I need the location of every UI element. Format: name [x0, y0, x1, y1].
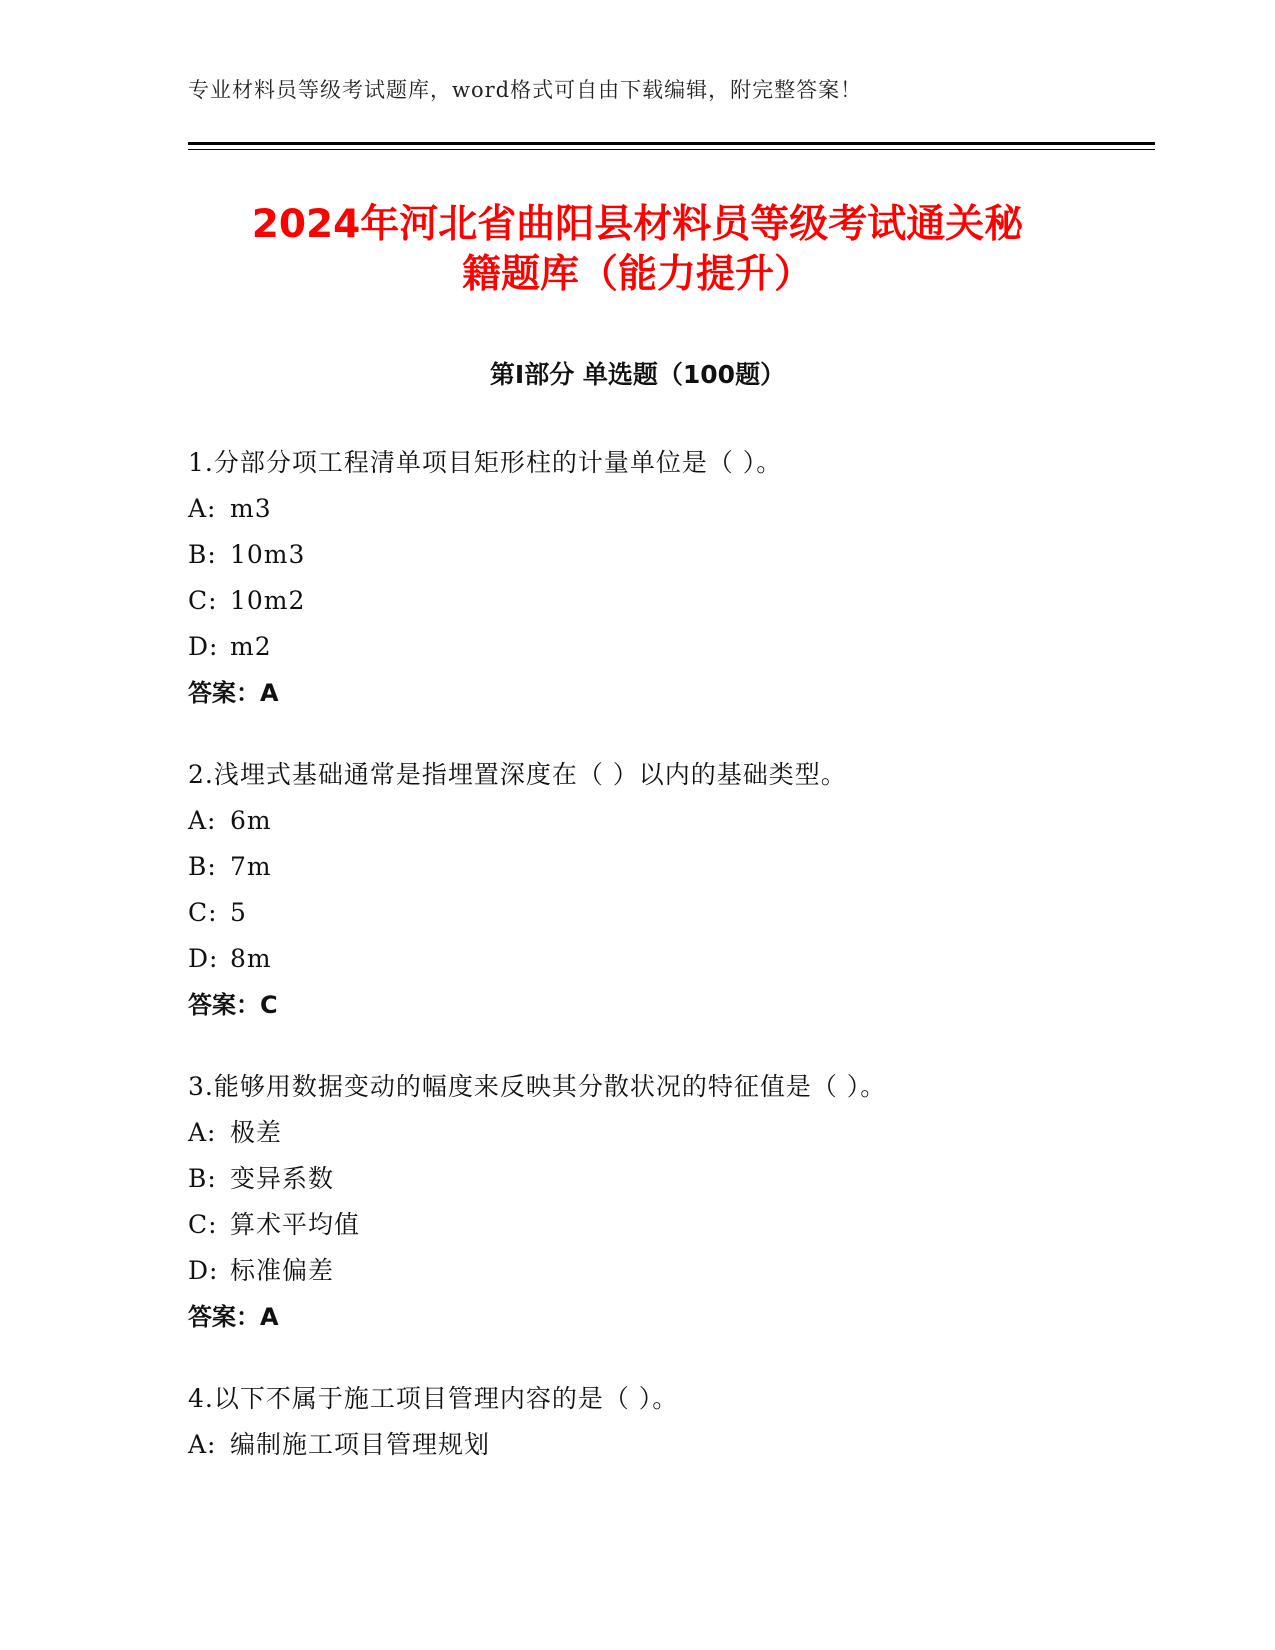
answer-line: 答案：A	[188, 679, 279, 707]
header-note: 专业材料员等级考试题库，word格式可自由下载编辑，附完整答案！	[188, 78, 863, 102]
question-stem: 2.浅埋式基础通常是指埋置深度在（ ）以内的基础类型。	[188, 760, 847, 789]
document-title	[120, 200, 1155, 300]
option-text: 5	[230, 898, 247, 927]
option-text: 极差	[230, 1118, 283, 1147]
option-letter: A:	[188, 806, 217, 835]
option-b	[188, 1156, 1148, 1202]
answer-line: 答案：C	[188, 991, 278, 1019]
question-stem: 1.分部分项工程清单项目矩形柱的计量单位是（ ）。	[188, 448, 783, 477]
question-1	[188, 440, 1148, 716]
option-a	[188, 798, 1148, 844]
option-d	[188, 1248, 1148, 1294]
option-text: 7m	[230, 852, 272, 881]
option-letter: D:	[188, 632, 219, 661]
option-text: 6m	[230, 806, 272, 835]
option-b	[188, 844, 1148, 890]
option-letter: B:	[188, 852, 217, 881]
option-text: 8m	[230, 944, 272, 973]
option-text: 10m3	[230, 540, 306, 569]
option-c	[188, 890, 1148, 936]
option-d	[188, 624, 1148, 670]
option-c	[188, 578, 1148, 624]
option-letter: A:	[188, 1430, 217, 1459]
option-letter: B:	[188, 1164, 217, 1193]
option-letter: D:	[188, 944, 219, 973]
option-text: 变异系数	[230, 1164, 335, 1193]
option-letter: D:	[188, 1256, 219, 1285]
question-2	[188, 752, 1148, 1028]
title-line-2: 籍题库（能力提升）	[461, 252, 813, 297]
question-stem: 4.以下不属于施工项目管理内容的是（ ）。	[188, 1384, 679, 1413]
question-3	[188, 1064, 1148, 1340]
option-text: 算术平均值	[230, 1210, 361, 1239]
header-divider-thick	[188, 142, 1155, 145]
option-b	[188, 532, 1148, 578]
option-d	[188, 936, 1148, 982]
option-text: 编制施工项目管理规划	[230, 1430, 491, 1459]
question-list	[188, 440, 1148, 1504]
section-heading: 第Ⅰ部分 单选题（100题）	[489, 360, 786, 389]
option-text: m2	[230, 632, 272, 661]
option-letter: A:	[188, 1118, 217, 1147]
option-a	[188, 1422, 1148, 1468]
option-a	[188, 486, 1148, 532]
option-letter: C:	[188, 1210, 218, 1239]
option-a	[188, 1110, 1148, 1156]
answer-line: 答案：A	[188, 1303, 279, 1331]
option-text: 10m2	[230, 586, 306, 615]
question-4	[188, 1376, 1148, 1468]
question-stem: 3.能够用数据变动的幅度来反映其分散状况的特征值是（ ）。	[188, 1072, 887, 1101]
option-c	[188, 1202, 1148, 1248]
option-letter: C:	[188, 898, 218, 927]
option-letter: B:	[188, 540, 217, 569]
option-text: m3	[230, 494, 272, 523]
option-text: 标准偏差	[230, 1256, 335, 1285]
option-letter: A:	[188, 494, 217, 523]
title-line-1: 2024年河北省曲阳县材料员等级考试通关秘	[251, 202, 1024, 247]
header-divider-thin	[188, 149, 1155, 150]
option-letter: C:	[188, 586, 218, 615]
